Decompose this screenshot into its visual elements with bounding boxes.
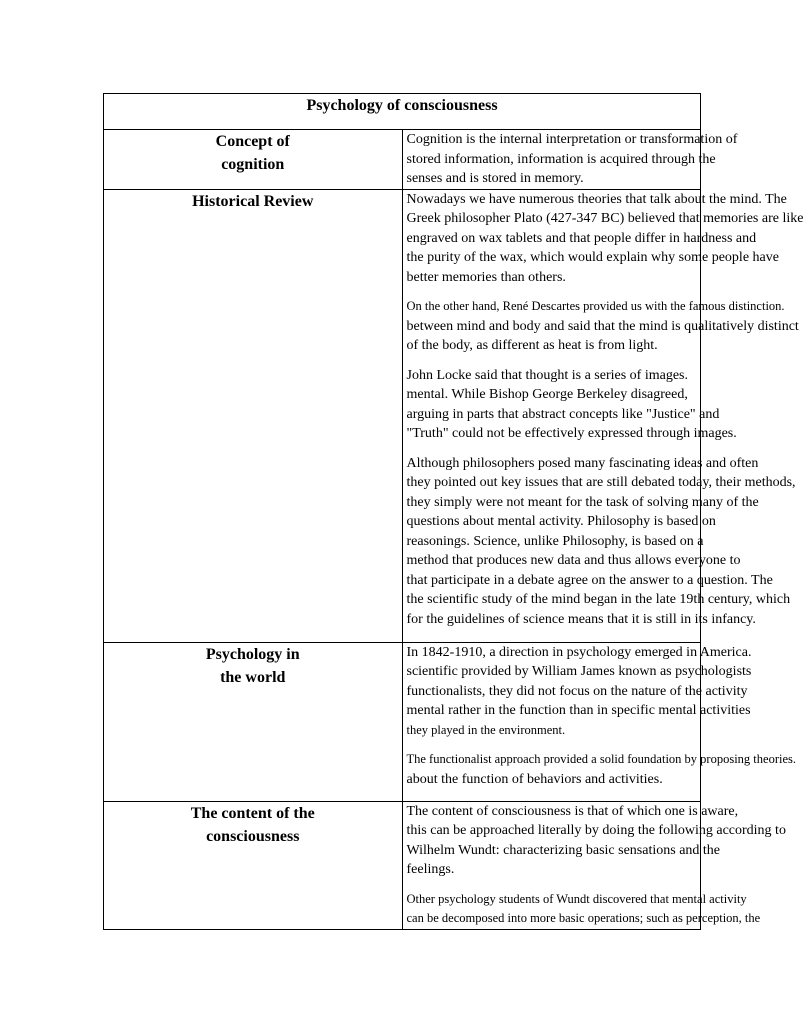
- row-label-line: Historical Review: [192, 192, 314, 210]
- text-line: of the body, as different as heat is from light.: [406, 338, 658, 353]
- text-line: mental rather in the function than in specific mental activities: [406, 703, 751, 718]
- text-line: Other psychology students of Wundt discovered that mental activity: [406, 891, 747, 906]
- text-line: they played in the environment.: [406, 722, 566, 737]
- text-line: scientific provided by William James known as psychologists: [406, 664, 752, 679]
- text-line: that participate in a debate agree on the answer to a question. The: [406, 572, 773, 588]
- paragraph: [406, 750, 796, 789]
- table-title: Psychology of consciousness: [104, 94, 701, 130]
- text-line: Although philosophers posed many fascinating ideas and often: [406, 455, 759, 471]
- text-line: for the guidelines of science means that it is still in its infancy.: [406, 611, 756, 627]
- text-line: can be decomposed into more basic operations; such as perception, the: [406, 911, 761, 925]
- text-line: between mind and body and said that the mind is qualitatively distinct: [406, 318, 799, 334]
- table-row: [104, 642, 701, 801]
- row-content-content-of-consciousness: [402, 801, 786, 929]
- text-line: Nowadays we have numerous theories that talk about the mind. The: [406, 191, 787, 207]
- row-label-content-of-consciousness: [104, 801, 403, 929]
- table-row: [104, 130, 701, 190]
- paragraph: [406, 643, 752, 741]
- text-line: better memories than others.: [406, 269, 566, 285]
- text-line: "Truth" could not be effectively expressed through images.: [406, 426, 737, 441]
- paragraph: [406, 890, 761, 929]
- paragraph: [406, 454, 796, 630]
- text-line: reasonings. Science, unlike Philosophy, is based on a: [406, 533, 704, 549]
- text-line: functionalists, they did not focus on the nature of the activity: [406, 683, 748, 699]
- text-line: the scientific study of the mind began in the late 19th century, which: [406, 592, 791, 607]
- row-label-line: consciousness: [206, 827, 300, 845]
- paragraph: [406, 366, 737, 444]
- text-line: On the other hand, René Descartes provided us with the famous distinction.: [406, 299, 785, 313]
- text-line: Cognition is the internal interpretation or transformation of: [406, 132, 738, 147]
- row-content-historical-review: [402, 189, 803, 642]
- paragraph: [406, 130, 738, 189]
- text-line: they pointed out key issues that are still debated today, their methods,: [406, 475, 796, 490]
- table-row: [104, 801, 701, 929]
- text-line: questions about mental activity. Philosophy is based on: [406, 514, 716, 529]
- text-line: Wilhelm Wundt: characterizing basic sensations and the: [406, 842, 721, 858]
- text-line: about the function of behaviors and activities.: [406, 771, 663, 787]
- text-line: method that produces new data and thus allows everyone to: [406, 553, 741, 568]
- text-line: this can be approached literally by doing the following according to: [406, 823, 786, 838]
- text-line: stored information, information is acquired through the: [406, 151, 716, 167]
- paragraph: [406, 802, 786, 880]
- paragraph: [406, 190, 803, 288]
- title-row: [104, 94, 701, 130]
- row-label-line: Psychology in: [205, 645, 300, 663]
- text-line: The content of consciousness is that of which one is aware,: [406, 803, 739, 819]
- text-line: In 1842-1910, a direction in psychology emerged in America.: [406, 644, 752, 660]
- row-content-psychology-in-the-world: [402, 642, 796, 801]
- row-label-psychology-in-the-world: [104, 642, 403, 801]
- row-label-line: Concept of: [215, 133, 290, 150]
- text-line: The functionalist approach provided a solid foundation by proposing theories.: [406, 752, 796, 766]
- row-label-line: the world: [220, 668, 286, 686]
- text-line: arguing in parts that abstract concepts like "Justice" and: [406, 406, 720, 422]
- row-label-line: cognition: [221, 156, 285, 173]
- text-line: they simply were not meant for the task of solving many of the: [406, 494, 759, 510]
- row-label-line: The content of the: [190, 804, 315, 822]
- text-line: feelings.: [406, 862, 455, 877]
- text-line: senses and is stored in memory.: [406, 171, 584, 186]
- text-line: engraved on wax tablets and that people differ in hardness and: [406, 230, 757, 246]
- table-row: [104, 189, 701, 642]
- row-label-historical-review: [104, 189, 403, 642]
- text-line: mental. While Bishop George Berkeley disagreed,: [406, 387, 688, 402]
- text-line: John Locke said that thought is a series of images.: [406, 367, 688, 383]
- row-label-concept-of-cognition: [104, 130, 403, 190]
- text-line: the purity of the wax, which would explain why some people have: [406, 250, 779, 265]
- document-table: [103, 93, 803, 930]
- row-content-concept-of-cognition: [402, 130, 738, 190]
- text-line: Greek philosopher Plato (427-347 BC) believed that memories are like: [406, 211, 803, 226]
- paragraph: [406, 297, 799, 356]
